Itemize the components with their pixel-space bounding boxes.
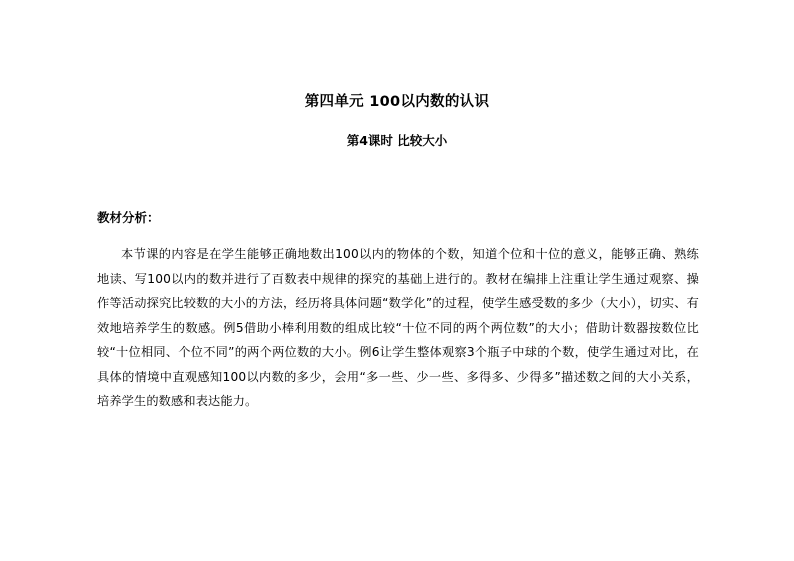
body-paragraph: 本节课的内容是在学生能够正确地数出100以内的物体的个数，知道个位和十位的意义，能够正确、熟练地读、写100以内的数并进行了百数表中规律的探究的基础上进行的。教材在编排上注重让学生通过观察、操作等活动探究比较数的大小的方法，经历将具体问题“数学化”的过程，使学生感受数的多少（大小），切实、有效地培养学生的数感。例5借助小棒利用数的组成比较“十位不同的两个两位数”的大小；借助计数器按数位比较“十位相同、个位不同”的两个两位数的大小。例6让学生整体观察3个瓶子中球的个数，使学生通过对比，在具体的情境中直观感知100以内数的多少，会用“多一些、少一些、多得多、少得多”描述数之间的大小关系，培养学生的数感和表达能力。 bbox=[97, 247, 699, 408]
unit-title: 第四单元 100以内数的认识 bbox=[304, 94, 490, 110]
lesson-title: 第4课时 比较大小 bbox=[346, 133, 448, 148]
section-heading: 教材分析： bbox=[97, 210, 160, 225]
